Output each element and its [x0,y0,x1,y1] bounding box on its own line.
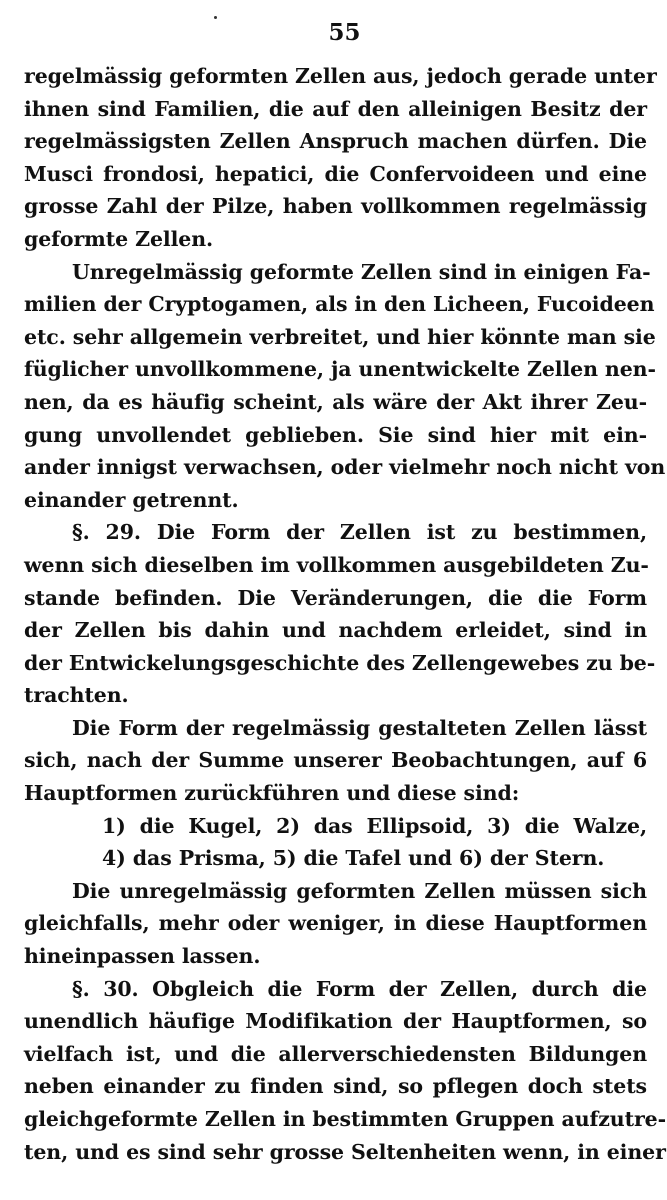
text-line: füglicher unvollkommene, ja unentwickelte Zellen nen- [24,357,656,382]
text-line: ander innigst verwachsen, oder vielmehr noch nicht von [24,455,666,480]
text-line: §. 29. Die Form der Zellen ist zu bestimmen, [72,520,647,545]
text-line: gleichgeformte Zellen in bestimmten Gruppen aufzutre- [24,1107,666,1131]
text-line: Unregelmässig geformte Zellen sind in einigen Fa- [72,259,651,284]
text-line: Die Form der regelmässig gestalteten Zellen lässt [72,715,647,740]
text-line: trachten. [24,683,129,708]
text-line: 1) die Kugel, 2) das Ellipsoid, 3) die Walze, [102,813,647,838]
text-line: der Entwickelungsgeschichte des Zellengewebes zu be- [24,650,656,675]
text-line: Hauptformen zurückführen und diese sind: [24,781,520,806]
text-line: §. 30. Obgleich die Form der Zellen, durch die [72,976,647,1001]
text-line: nen, da es häufig scheint, als wäre der Akt ihrer Zeu- [24,389,647,414]
text-line: hineinpassen lassen. [24,944,261,969]
text-line: der Zellen bis dahin und nachdem erleidet, sind in [24,618,647,643]
print-speck [214,16,217,19]
text-line: gleichfalls, mehr oder weniger, in diese Hauptformen [24,911,647,936]
text-line: regelmässig geformten Zellen aus, jedoch gerade unter [24,64,657,88]
text-line: geformte Zellen. [24,226,214,251]
page-number: 55 [328,19,361,46]
text-line: ihnen sind Familien, die auf den alleinigen Besitz der [24,96,647,121]
body-text [24,60,666,1168]
text-line: neben einander zu finden sind, so pflegen doch stets [24,1074,647,1099]
text-line: Musci frondosi, hepatici, die Confervoideen und eine [24,161,647,186]
text-line: ten, und es sind sehr grosse Seltenheiten wenn, in einer [24,1139,666,1164]
text-line: grosse Zahl der Pilze, haben vollkommen regelmässig [24,194,647,219]
text-line: 4) das Prisma, 5) die Tafel und 6) der Stern. [102,846,605,871]
text-line: stande befinden. Die Veränderungen, die die Form [24,585,647,610]
text-line: milien der Cryptogamen, als in den Licheen, Fucoideen [24,292,655,317]
text-line: vielfach ist, und die allerverschiedensten Bildungen [24,1041,647,1066]
text-line: Die unregelmässig geformten Zellen müssen sich [72,878,647,903]
text-line: unendlich häufige Modifikation der Hauptformen, so [24,1009,647,1034]
text-line: etc. sehr allgemein verbreitet, und hier könnte man sie [24,324,656,349]
text-line: wenn sich dieselben im vollkommen ausgebildeten Zu- [24,552,649,577]
text-line: einander getrennt. [24,487,239,512]
text-line: regelmässigsten Zellen Anspruch machen dürfen. Die [24,129,647,154]
text-line: sich, nach der Summe unserer Beobachtungen, auf 6 [24,748,647,773]
text-line: gung unvollendet geblieben. Sie sind hier mit ein- [24,422,647,447]
